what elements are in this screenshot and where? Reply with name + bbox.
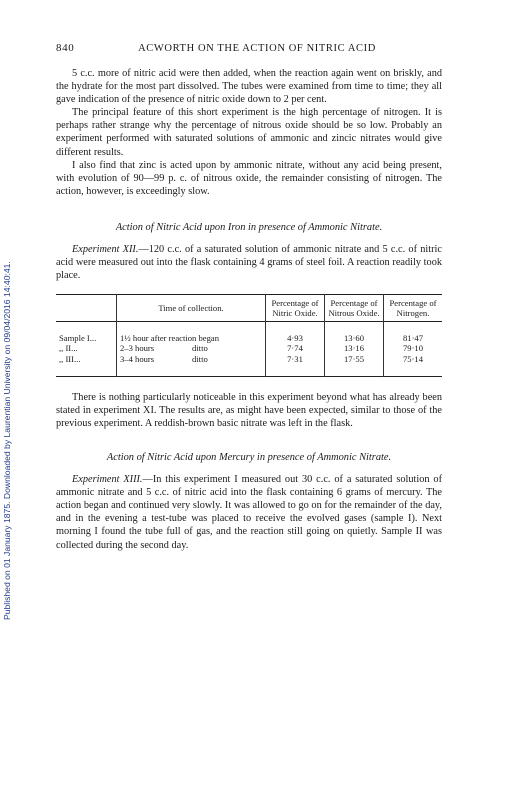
table-row	[56, 343, 442, 353]
cell-time	[117, 322, 266, 344]
download-watermark: Published on 01 January 1875. Downloaded by Laurentian University on 09/04/2016 14:40:41.	[2, 261, 12, 620]
header-time: Time of collection.	[117, 295, 266, 322]
cell-time-text: 2–3 hours	[120, 343, 155, 354]
paragraph-1: 5 c.c. more of nitric acid were then added, when the reaction again went on briskly, and the hydrate for the most part dissolved. The tubes were examined from time to time; they all gave indication of the presence of nitric oxide down to 2 per cent.	[56, 68, 442, 106]
experiment-xii-label: Experiment XII.	[72, 243, 139, 255]
cell-nitrous-oxide: 13·16	[325, 343, 384, 353]
cell-nitrogen: 79·10	[384, 343, 443, 353]
cell-ditto: ditto	[192, 353, 208, 364]
cell-sample: ,, II...	[59, 343, 78, 354]
experiment-xiii-paragraph	[56, 473, 442, 552]
section-title-mercury: Action of Nitric Acid upon Mercury in presence of Ammonic Nitrate.	[106, 452, 392, 464]
cell-time	[117, 343, 266, 353]
header-nitrogen: Percentage of Nitrogen.	[384, 295, 443, 322]
cell-time-text: 1½ hour after reaction began	[120, 333, 220, 344]
page-number: 840	[56, 42, 75, 54]
cell-nitrogen: 75·14	[384, 354, 443, 377]
experiment-xiii-text: —In this experiment I measured out 30 c.c. of a saturated solution of ammonic nitrate and 5 c.c. of nitric acid into the flask containing 6 grams of mercury. The action began and continued very slowly. It was allowed to go on for the remainder of the day, and in the evening a test-tube was placed to receive the evolved gases (sample I). Next morning I found the tube full of gas, and the reaction still going on quietly. Sample II was collected during the second day.	[56, 474, 442, 551]
header-nitrous-oxide: Percentage of Nitrous Oxide.	[325, 295, 384, 322]
cell-nitrogen: 81·47	[384, 322, 443, 344]
paragraph-3: I also find that zinc is acted upon by ammonic nitrate, without any acid being present, with evolution of 90—99 p. c. of nitrous oxide, the remainder consisting of nitrogen. The action, however, is exceedingly slow.	[56, 159, 442, 197]
paragraph-after-table: There is nothing particularly noticeable in this experiment beyond what has already been stated in experiment XI. The results are, as might have been expected, similar to those of the previous experiment. A reddish-brown basic nitrate was left in the flask.	[56, 391, 442, 430]
cell-time	[117, 354, 266, 377]
experiment-xiii-label: Experiment XIII.	[72, 474, 143, 486]
cell-sample: Sample I...	[59, 333, 97, 344]
cell-sample: ,, III...	[59, 353, 81, 364]
cell-nitric-oxide: 7·74	[266, 343, 325, 353]
table-header-row	[56, 295, 442, 322]
cell-nitrous-oxide: 17·55	[325, 354, 384, 377]
header-nitric-oxide: Percentage of Nitric Oxide.	[266, 295, 325, 322]
cell-time-text: 3–4 hours	[120, 353, 155, 364]
paragraph-2: The principal feature of this short experiment is the high percentage of nitrogen. It is perhaps rather strange why the percentage of nitrous oxide should be so low. Probably an experiment performed with saturated solutions of ammonic and zincic nitrates would give different results.	[56, 107, 442, 158]
experiment-xii-paragraph	[56, 243, 442, 282]
page-content	[56, 42, 442, 552]
cell-ditto: ditto	[192, 343, 208, 354]
cell-nitric-oxide: 7·31	[266, 354, 325, 377]
experiment-xii-text: —120 c.c. of a saturated solution of ammonic nitrate and 5 c.c. of nitric acid were measured out into the flask containing 4 grams of steel foil. A reaction readily took place.	[56, 243, 442, 282]
cell-nitrous-oxide: 13·60	[325, 322, 384, 344]
table-row	[56, 354, 442, 377]
header-sample	[56, 295, 117, 322]
section-title-iron: Action of Nitric Acid upon Iron in presence of Ammonic Nitrate.	[115, 221, 383, 233]
page-header	[56, 42, 442, 54]
table-row	[56, 322, 442, 344]
results-table	[56, 294, 442, 377]
running-title: ACWORTH ON THE ACTION OF NITRIC ACID	[138, 43, 376, 54]
cell-nitric-oxide: 4·93	[266, 322, 325, 344]
